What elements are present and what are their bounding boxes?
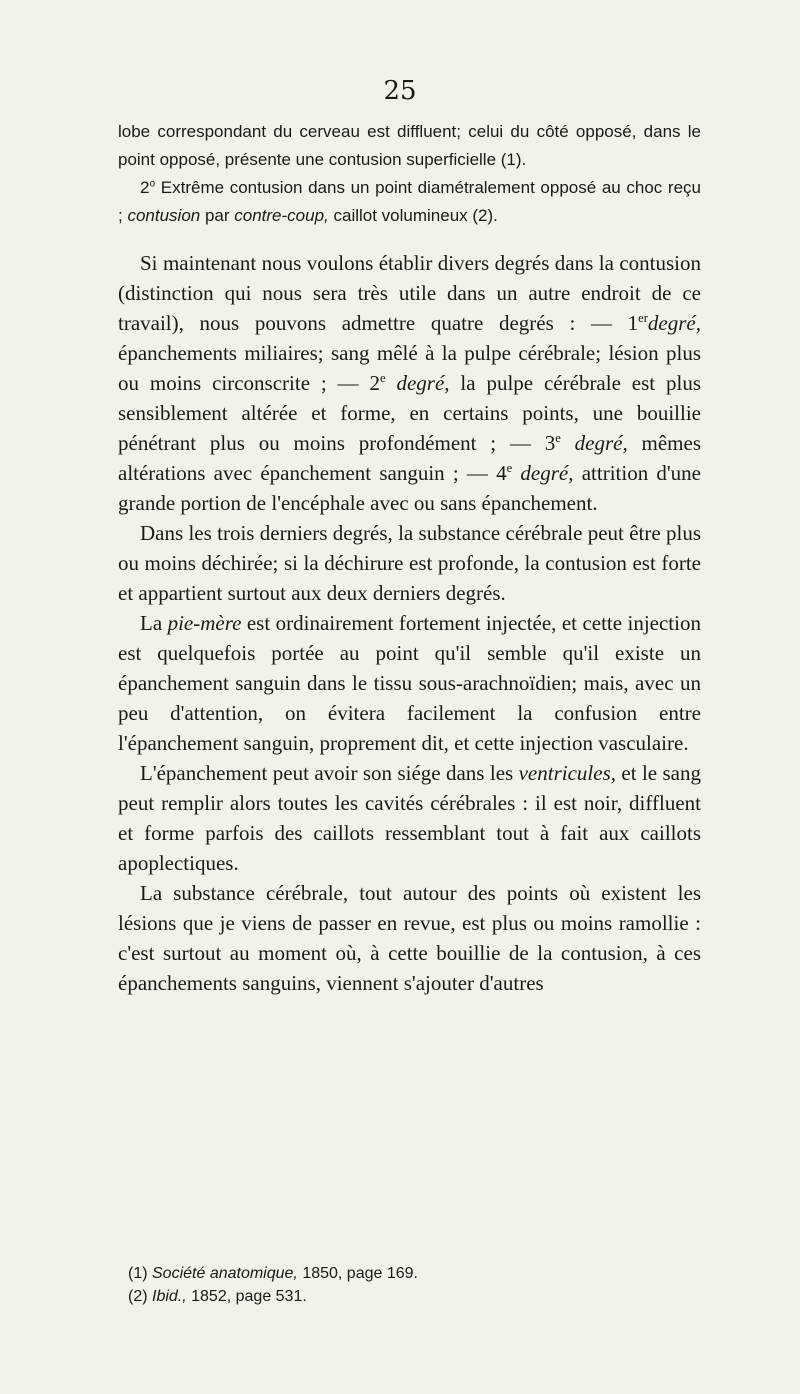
footnote-1-rest: 1850, page 169.	[297, 1265, 418, 1282]
intro-block	[118, 118, 701, 230]
footnote-1-num: (1)	[128, 1265, 152, 1282]
vent-em: ventricules,	[518, 761, 616, 785]
item-number: 2	[140, 178, 150, 197]
degree-label-1: degré,	[647, 311, 701, 335]
degree-text-4: attrition d'une grande portion de l'encéphale avec ou sans épanchement.	[118, 461, 702, 515]
footnote-2	[118, 1285, 701, 1308]
paragraph-degrees	[118, 248, 701, 518]
pie-text-b: est ordinairement fortement injectée, et cette injection est quelquefois portée au point qu'il semble qu'il existe un épanchement sanguin dans le tissu sous-arachnoïdien; mais, avec un peu d'attention, on évitera facilement la confusion entre l'épanchement sanguin, proprement dit, et cette injection vasculaire.	[118, 611, 701, 755]
pie-em: pie-mère	[167, 611, 242, 635]
degree-text-1: épanchements miliaires; sang mêlé à la pulpe cérébrale; lésion plus ou moins circonscrite ; — 2	[118, 341, 701, 395]
vent-text-b: et le sang peut remplir alors toutes les cavités cérébrales : il est noir, diffluent et forme parfois des caillots ressemblant tout à fait aux caillots apoplectiques.	[118, 761, 701, 875]
degree-text-2: la pulpe cérébrale est plus sensiblement altérée et forme, en certains points, une bouillie pénétrant plus ou moins profondément ; — 3	[118, 371, 701, 455]
paragraph-substance: La substance cérébrale, tout autour des points où existent les lésions que je viens de passer en revue, est plus ou moins ramollie : c'est surtout au moment où, à cette bouillie de la contusion, à ces épanchements sanguins, viennent s'ajouter d'autres	[118, 881, 701, 995]
intro-line: lobe correspondant du cerveau est diffluent; celui du côté opposé, dans le point opposé, présente une contusion superficielle (1).	[118, 122, 701, 169]
footnote-2-source: Ibid.,	[152, 1288, 187, 1305]
degree-label-3: degré,	[574, 431, 628, 455]
item-em-contusion: contusion	[127, 206, 201, 225]
item-text-c: caillot volumineux (2).	[328, 206, 498, 225]
footnote-2-rest: 1852, page 531.	[186, 1288, 307, 1305]
degree-label-2: degré,	[396, 371, 450, 395]
degrees-intro: Si maintenant nous voulons établir divers degrés dans la contusion (distinction qui nous sera très utile dans un autre endroit de ce travail), nous pouvons admettre quatre degrés : — 1	[118, 251, 701, 335]
item-sup: o	[149, 178, 156, 190]
footnote-2-num: (2)	[128, 1288, 152, 1305]
item-em-contre-coup: contre-coup,	[234, 206, 329, 225]
footnote-1-source: Société anatomique,	[152, 1265, 298, 1282]
intro-item-2	[118, 174, 701, 230]
page-number: 25	[383, 76, 417, 106]
main-text	[118, 248, 701, 998]
vent-text-a: L'épanchement peut avoir son siége dans les	[140, 761, 519, 785]
footnote-1	[118, 1262, 701, 1285]
degree-text-3: mêmes altérations avec épanchement sanguin ; — 4	[118, 431, 702, 485]
degree-sup-4: e	[506, 461, 513, 475]
degree-sup-1: er	[638, 311, 648, 325]
item-text-b: par	[200, 206, 235, 225]
degree-sup-3: e	[555, 431, 561, 445]
degree-label-4: degré,	[520, 461, 574, 485]
degree-sup-2: e	[380, 371, 386, 385]
item-text-a: Extrême contusion dans un point diamétralement opposé au choc reçu ;	[118, 178, 701, 225]
paragraph-pie-mere	[118, 608, 701, 758]
paragraph-ventricules	[118, 758, 701, 878]
pie-text-a: La	[140, 611, 168, 635]
footnotes	[118, 1262, 701, 1308]
paragraph-trois-derniers: Dans les trois derniers degrés, la substance cérébrale peut être plus ou moins déchirée; si la déchirure est profonde, la contusion est forte et appartient surtout aux deux derniers degrés.	[118, 521, 701, 605]
